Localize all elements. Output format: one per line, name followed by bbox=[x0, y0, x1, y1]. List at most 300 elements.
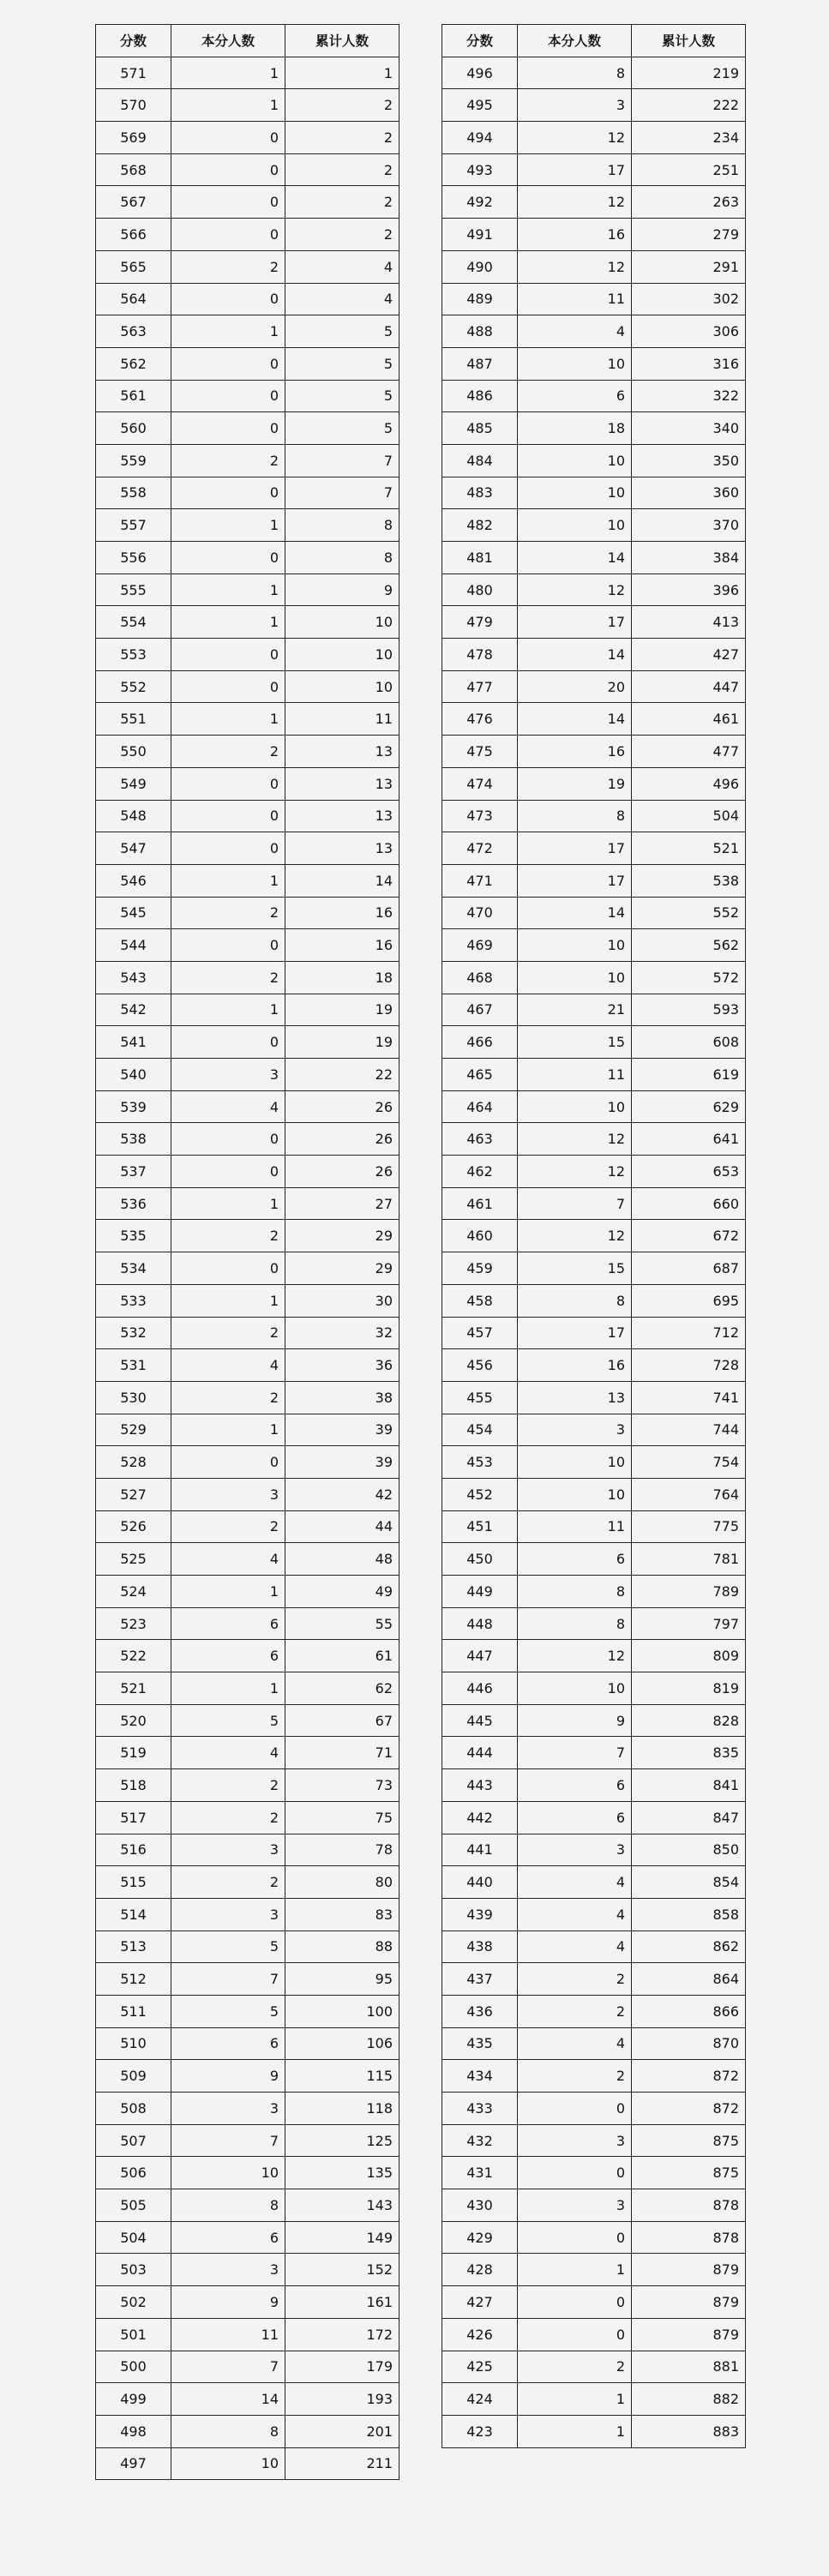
cumulative-cell: 80 bbox=[285, 1866, 399, 1899]
table-row bbox=[96, 1187, 399, 1220]
count-cell: 8 bbox=[518, 57, 632, 89]
count-cell: 21 bbox=[518, 994, 632, 1026]
score-cell: 497 bbox=[96, 2447, 171, 2480]
cumulative-cell: 193 bbox=[285, 2383, 399, 2416]
score-cell: 431 bbox=[442, 2157, 518, 2189]
count-cell: 4 bbox=[171, 1090, 285, 1123]
score-cell: 566 bbox=[96, 219, 171, 251]
score-cell: 452 bbox=[442, 1478, 518, 1510]
score-cell: 526 bbox=[96, 1510, 171, 1543]
count-cell: 14 bbox=[518, 897, 632, 929]
count-cell: 0 bbox=[171, 153, 285, 186]
count-cell: 4 bbox=[518, 1866, 632, 1899]
table-row bbox=[96, 2027, 399, 2060]
score-cell: 445 bbox=[442, 1704, 518, 1737]
table-row bbox=[442, 186, 746, 219]
cumulative-cell: 222 bbox=[632, 89, 746, 122]
count-cell: 0 bbox=[171, 122, 285, 154]
score-cell: 454 bbox=[442, 1414, 518, 1446]
score-cell: 537 bbox=[96, 1156, 171, 1188]
cumulative-cell: 608 bbox=[632, 1026, 746, 1059]
score-cell: 473 bbox=[442, 800, 518, 832]
table-row bbox=[96, 800, 399, 832]
table-row bbox=[442, 1963, 746, 1996]
count-cell: 6 bbox=[518, 1543, 632, 1576]
count-cell: 4 bbox=[171, 1349, 285, 1382]
table-row bbox=[96, 961, 399, 994]
score-cell: 508 bbox=[96, 2093, 171, 2125]
cumulative-cell: 263 bbox=[632, 186, 746, 219]
score-cell: 513 bbox=[96, 1930, 171, 1963]
cumulative-cell: 754 bbox=[632, 1446, 746, 1479]
cumulative-cell: 427 bbox=[632, 639, 746, 671]
cumulative-cell: 316 bbox=[632, 347, 746, 380]
count-cell: 1 bbox=[171, 57, 285, 89]
table-row bbox=[96, 2286, 399, 2319]
count-cell: 6 bbox=[518, 1769, 632, 1802]
header-count: 本分人数 bbox=[171, 25, 285, 57]
table-row bbox=[442, 2060, 746, 2093]
score-cell: 533 bbox=[96, 1284, 171, 1317]
table-row bbox=[96, 606, 399, 639]
table-row bbox=[96, 1156, 399, 1188]
score-cell: 466 bbox=[442, 1026, 518, 1059]
table-row bbox=[442, 283, 746, 315]
cumulative-cell: 350 bbox=[632, 444, 746, 477]
score-cell: 545 bbox=[96, 897, 171, 929]
cumulative-cell: 4 bbox=[285, 283, 399, 315]
cumulative-cell: 149 bbox=[285, 2221, 399, 2254]
table-row bbox=[442, 1123, 746, 1156]
cumulative-cell: 19 bbox=[285, 1026, 399, 1059]
cumulative-cell: 850 bbox=[632, 1834, 746, 1866]
score-cell: 437 bbox=[442, 1963, 518, 1996]
table-row bbox=[96, 1607, 399, 1640]
table-row bbox=[96, 1930, 399, 1963]
cumulative-cell: 847 bbox=[632, 1801, 746, 1834]
score-cell: 423 bbox=[442, 2415, 518, 2447]
score-cell: 563 bbox=[96, 315, 171, 348]
table-row bbox=[96, 477, 399, 509]
table-row bbox=[442, 1478, 746, 1510]
score-cell: 491 bbox=[442, 219, 518, 251]
count-cell: 0 bbox=[171, 412, 285, 445]
score-cell: 494 bbox=[442, 122, 518, 154]
count-cell: 4 bbox=[518, 2027, 632, 2060]
count-cell: 1 bbox=[171, 573, 285, 606]
count-cell: 2 bbox=[518, 1963, 632, 1996]
cumulative-cell: 22 bbox=[285, 1059, 399, 1091]
count-cell: 14 bbox=[171, 2383, 285, 2416]
count-cell: 0 bbox=[171, 767, 285, 800]
score-cell: 441 bbox=[442, 1834, 518, 1866]
count-cell: 2 bbox=[171, 1866, 285, 1899]
table-row bbox=[96, 929, 399, 962]
score-cell: 496 bbox=[442, 57, 518, 89]
table-row bbox=[442, 1737, 746, 1769]
count-cell: 14 bbox=[518, 639, 632, 671]
cumulative-cell: 5 bbox=[285, 412, 399, 445]
score-cell: 558 bbox=[96, 477, 171, 509]
cumulative-cell: 672 bbox=[632, 1220, 746, 1252]
cumulative-cell: 16 bbox=[285, 929, 399, 962]
table-row bbox=[442, 2093, 746, 2125]
header-cumulative: 累计人数 bbox=[632, 25, 746, 57]
count-cell: 2 bbox=[171, 1510, 285, 1543]
count-cell: 0 bbox=[518, 2221, 632, 2254]
cumulative-cell: 42 bbox=[285, 1478, 399, 1510]
score-cell: 429 bbox=[442, 2221, 518, 2254]
cumulative-cell: 67 bbox=[285, 1704, 399, 1737]
score-cell: 458 bbox=[442, 1284, 518, 1317]
cumulative-cell: 172 bbox=[285, 2318, 399, 2351]
count-cell: 10 bbox=[518, 961, 632, 994]
table-row bbox=[96, 1543, 399, 1576]
table-row bbox=[442, 2189, 746, 2222]
table-row bbox=[96, 832, 399, 865]
score-cell: 486 bbox=[442, 380, 518, 412]
table-row bbox=[96, 2221, 399, 2254]
count-cell: 3 bbox=[518, 2124, 632, 2157]
cumulative-cell: 2 bbox=[285, 89, 399, 122]
score-cell: 464 bbox=[442, 1090, 518, 1123]
count-cell: 2 bbox=[518, 2351, 632, 2383]
score-cell: 493 bbox=[442, 153, 518, 186]
score-cell: 440 bbox=[442, 1866, 518, 1899]
cumulative-cell: 370 bbox=[632, 509, 746, 542]
count-cell: 10 bbox=[518, 1672, 632, 1705]
table-row bbox=[96, 412, 399, 445]
count-cell: 17 bbox=[518, 832, 632, 865]
count-cell: 7 bbox=[518, 1187, 632, 1220]
header-count: 本分人数 bbox=[518, 25, 632, 57]
cumulative-cell: 828 bbox=[632, 1704, 746, 1737]
score-cell: 519 bbox=[96, 1737, 171, 1769]
table-row bbox=[96, 1995, 399, 2027]
table-row bbox=[442, 670, 746, 703]
score-cell: 432 bbox=[442, 2124, 518, 2157]
cumulative-cell: 13 bbox=[285, 736, 399, 768]
cumulative-cell: 461 bbox=[632, 703, 746, 736]
cumulative-cell: 29 bbox=[285, 1252, 399, 1285]
table-row bbox=[442, 1090, 746, 1123]
table-row bbox=[442, 2351, 746, 2383]
cumulative-cell: 396 bbox=[632, 573, 746, 606]
score-cell: 514 bbox=[96, 1898, 171, 1930]
cumulative-cell: 322 bbox=[632, 380, 746, 412]
count-cell: 0 bbox=[171, 542, 285, 574]
cumulative-cell: 660 bbox=[632, 1187, 746, 1220]
count-cell: 3 bbox=[171, 1059, 285, 1091]
header-score: 分数 bbox=[442, 25, 518, 57]
count-cell: 11 bbox=[518, 283, 632, 315]
count-cell: 10 bbox=[518, 1478, 632, 1510]
count-cell: 1 bbox=[171, 1576, 285, 1608]
table-row bbox=[442, 573, 746, 606]
count-cell: 1 bbox=[171, 1187, 285, 1220]
count-cell: 3 bbox=[171, 2254, 285, 2286]
count-cell: 2 bbox=[171, 1381, 285, 1414]
cumulative-cell: 44 bbox=[285, 1510, 399, 1543]
cumulative-cell: 8 bbox=[285, 542, 399, 574]
cumulative-cell: 872 bbox=[632, 2060, 746, 2093]
cumulative-cell: 88 bbox=[285, 1930, 399, 1963]
cumulative-cell: 879 bbox=[632, 2318, 746, 2351]
table-row bbox=[442, 2383, 746, 2416]
count-cell: 20 bbox=[518, 670, 632, 703]
count-cell: 0 bbox=[171, 1156, 285, 1188]
cumulative-cell: 496 bbox=[632, 767, 746, 800]
score-cell: 479 bbox=[442, 606, 518, 639]
score-cell: 562 bbox=[96, 347, 171, 380]
count-cell: 0 bbox=[171, 219, 285, 251]
cumulative-cell: 11 bbox=[285, 703, 399, 736]
table-row bbox=[96, 1769, 399, 1802]
score-cell: 520 bbox=[96, 1704, 171, 1737]
table-row bbox=[442, 2415, 746, 2447]
count-cell: 12 bbox=[518, 1156, 632, 1188]
table-row bbox=[96, 1704, 399, 1737]
score-cell: 542 bbox=[96, 994, 171, 1026]
count-cell: 12 bbox=[518, 573, 632, 606]
count-cell: 8 bbox=[518, 800, 632, 832]
score-cell: 435 bbox=[442, 2027, 518, 2060]
table-row bbox=[442, 639, 746, 671]
cumulative-cell: 866 bbox=[632, 1995, 746, 2027]
table-row bbox=[442, 1381, 746, 1414]
table-row bbox=[96, 186, 399, 219]
cumulative-cell: 13 bbox=[285, 800, 399, 832]
count-cell: 2 bbox=[518, 1995, 632, 2027]
table-row bbox=[96, 2351, 399, 2383]
table-row bbox=[442, 1220, 746, 1252]
score-cell: 529 bbox=[96, 1414, 171, 1446]
score-cell: 480 bbox=[442, 573, 518, 606]
score-cell: 489 bbox=[442, 283, 518, 315]
count-cell: 3 bbox=[518, 2189, 632, 2222]
count-cell: 18 bbox=[518, 412, 632, 445]
score-cell: 467 bbox=[442, 994, 518, 1026]
score-cell: 546 bbox=[96, 864, 171, 897]
count-cell: 10 bbox=[518, 477, 632, 509]
score-cell: 451 bbox=[442, 1510, 518, 1543]
score-cell: 509 bbox=[96, 2060, 171, 2093]
cumulative-cell: 775 bbox=[632, 1510, 746, 1543]
cumulative-cell: 5 bbox=[285, 315, 399, 348]
score-cell: 571 bbox=[96, 57, 171, 89]
count-cell: 1 bbox=[171, 606, 285, 639]
table-row bbox=[96, 897, 399, 929]
count-cell: 0 bbox=[518, 2093, 632, 2125]
score-cell: 551 bbox=[96, 703, 171, 736]
cumulative-cell: 26 bbox=[285, 1123, 399, 1156]
cumulative-cell: 653 bbox=[632, 1156, 746, 1188]
score-cell: 530 bbox=[96, 1381, 171, 1414]
score-cell: 444 bbox=[442, 1737, 518, 1769]
table-row bbox=[96, 736, 399, 768]
count-cell: 3 bbox=[171, 1898, 285, 1930]
count-cell: 17 bbox=[518, 153, 632, 186]
score-cell: 424 bbox=[442, 2383, 518, 2416]
cumulative-cell: 8 bbox=[285, 509, 399, 542]
count-cell: 9 bbox=[171, 2060, 285, 2093]
score-cell: 525 bbox=[96, 1543, 171, 1576]
score-cell: 448 bbox=[442, 1607, 518, 1640]
table-row bbox=[96, 57, 399, 89]
score-cell: 517 bbox=[96, 1801, 171, 1834]
count-cell: 4 bbox=[518, 1898, 632, 1930]
table-row bbox=[96, 89, 399, 122]
cumulative-cell: 875 bbox=[632, 2124, 746, 2157]
score-cell: 442 bbox=[442, 1801, 518, 1834]
cumulative-cell: 100 bbox=[285, 1995, 399, 2027]
cumulative-cell: 10 bbox=[285, 670, 399, 703]
table-row bbox=[96, 315, 399, 348]
cumulative-cell: 13 bbox=[285, 832, 399, 865]
table-row bbox=[96, 703, 399, 736]
table-row bbox=[442, 1252, 746, 1285]
table-row bbox=[96, 1801, 399, 1834]
table-row bbox=[442, 122, 746, 154]
score-cell: 534 bbox=[96, 1252, 171, 1285]
table-row bbox=[442, 606, 746, 639]
score-cell: 541 bbox=[96, 1026, 171, 1059]
score-cell: 539 bbox=[96, 1090, 171, 1123]
cumulative-cell: 26 bbox=[285, 1090, 399, 1123]
count-cell: 0 bbox=[171, 380, 285, 412]
table-row bbox=[96, 639, 399, 671]
cumulative-cell: 219 bbox=[632, 57, 746, 89]
count-cell: 11 bbox=[171, 2318, 285, 2351]
count-cell: 12 bbox=[518, 250, 632, 283]
score-cell: 433 bbox=[442, 2093, 518, 2125]
cumulative-cell: 641 bbox=[632, 1123, 746, 1156]
cumulative-cell: 881 bbox=[632, 2351, 746, 2383]
table-row bbox=[96, 1284, 399, 1317]
cumulative-cell: 61 bbox=[285, 1640, 399, 1672]
table-row bbox=[442, 412, 746, 445]
cumulative-cell: 4 bbox=[285, 250, 399, 283]
cumulative-cell: 118 bbox=[285, 2093, 399, 2125]
cumulative-cell: 538 bbox=[632, 864, 746, 897]
count-cell: 17 bbox=[518, 864, 632, 897]
table-row bbox=[96, 2060, 399, 2093]
cumulative-cell: 19 bbox=[285, 994, 399, 1026]
table-row bbox=[442, 542, 746, 574]
count-cell: 1 bbox=[171, 703, 285, 736]
count-cell: 16 bbox=[518, 219, 632, 251]
count-cell: 12 bbox=[518, 1640, 632, 1672]
count-cell: 15 bbox=[518, 1026, 632, 1059]
cumulative-cell: 32 bbox=[285, 1317, 399, 1349]
table-row bbox=[442, 89, 746, 122]
cumulative-cell: 521 bbox=[632, 832, 746, 865]
count-cell: 2 bbox=[171, 1220, 285, 1252]
score-cell: 495 bbox=[442, 89, 518, 122]
score-cell: 555 bbox=[96, 573, 171, 606]
score-cell: 461 bbox=[442, 1187, 518, 1220]
score-cell: 463 bbox=[442, 1123, 518, 1156]
score-cell: 481 bbox=[442, 542, 518, 574]
table-row bbox=[442, 2254, 746, 2286]
count-cell: 0 bbox=[171, 1123, 285, 1156]
table-row bbox=[96, 1220, 399, 1252]
count-cell: 2 bbox=[518, 2060, 632, 2093]
score-cell: 515 bbox=[96, 1866, 171, 1899]
table-row bbox=[442, 1801, 746, 1834]
table-row bbox=[96, 864, 399, 897]
table-row bbox=[442, 1414, 746, 1446]
count-cell: 17 bbox=[518, 1317, 632, 1349]
count-cell: 8 bbox=[518, 1576, 632, 1608]
cumulative-cell: 629 bbox=[632, 1090, 746, 1123]
table-row bbox=[442, 347, 746, 380]
cumulative-cell: 71 bbox=[285, 1737, 399, 1769]
table-row bbox=[442, 1640, 746, 1672]
score-table-left bbox=[95, 24, 399, 2480]
count-cell: 3 bbox=[171, 2093, 285, 2125]
table-row bbox=[442, 800, 746, 832]
cumulative-cell: 179 bbox=[285, 2351, 399, 2383]
table-row bbox=[442, 1543, 746, 1576]
cumulative-cell: 95 bbox=[285, 1963, 399, 1996]
count-cell: 1 bbox=[518, 2254, 632, 2286]
cumulative-cell: 279 bbox=[632, 219, 746, 251]
table-row bbox=[96, 2318, 399, 2351]
table-row bbox=[442, 767, 746, 800]
score-cell: 427 bbox=[442, 2286, 518, 2319]
score-cell: 523 bbox=[96, 1607, 171, 1640]
cumulative-cell: 78 bbox=[285, 1834, 399, 1866]
table-row bbox=[96, 1834, 399, 1866]
score-cell: 561 bbox=[96, 380, 171, 412]
cumulative-cell: 819 bbox=[632, 1672, 746, 1705]
table-row bbox=[96, 2157, 399, 2189]
count-cell: 0 bbox=[171, 1446, 285, 1479]
cumulative-cell: 39 bbox=[285, 1446, 399, 1479]
table-row bbox=[442, 1576, 746, 1608]
count-cell: 0 bbox=[171, 929, 285, 962]
table-row bbox=[442, 2027, 746, 2060]
score-cell: 465 bbox=[442, 1059, 518, 1091]
table-row bbox=[442, 1704, 746, 1737]
score-cell: 568 bbox=[96, 153, 171, 186]
cumulative-cell: 143 bbox=[285, 2189, 399, 2222]
cumulative-cell: 75 bbox=[285, 1801, 399, 1834]
score-cell: 446 bbox=[442, 1672, 518, 1705]
count-cell: 10 bbox=[171, 2447, 285, 2480]
cumulative-cell: 504 bbox=[632, 800, 746, 832]
count-cell: 6 bbox=[171, 1640, 285, 1672]
table-row bbox=[96, 250, 399, 283]
table-row bbox=[96, 1123, 399, 1156]
table-row bbox=[96, 283, 399, 315]
table-row bbox=[96, 347, 399, 380]
cumulative-cell: 744 bbox=[632, 1414, 746, 1446]
cumulative-cell: 39 bbox=[285, 1414, 399, 1446]
count-cell: 10 bbox=[518, 929, 632, 962]
count-cell: 10 bbox=[171, 2157, 285, 2189]
table-row bbox=[96, 573, 399, 606]
score-cell: 567 bbox=[96, 186, 171, 219]
table-row bbox=[442, 1284, 746, 1317]
count-cell: 4 bbox=[518, 315, 632, 348]
score-cell: 434 bbox=[442, 2060, 518, 2093]
score-cell: 564 bbox=[96, 283, 171, 315]
count-cell: 1 bbox=[171, 509, 285, 542]
count-cell: 4 bbox=[171, 1737, 285, 1769]
table-row bbox=[96, 509, 399, 542]
